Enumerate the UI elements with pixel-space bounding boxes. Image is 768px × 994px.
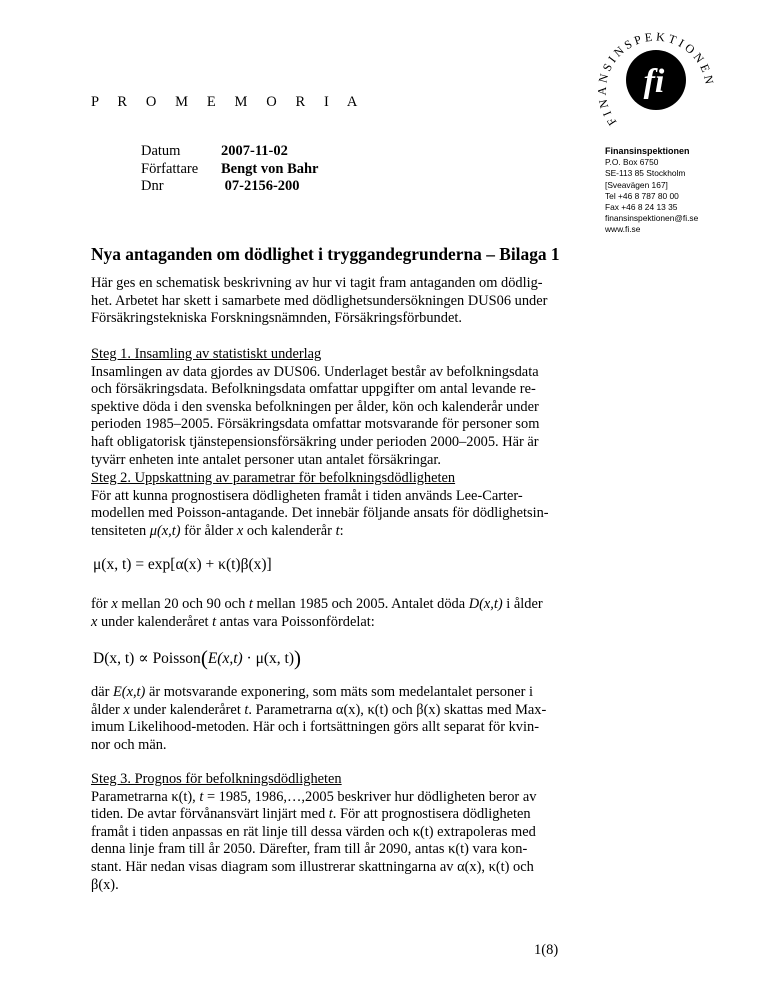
e-xt: E(x,t) xyxy=(112,684,146,700)
text-line: Försäkringstekniska Forskningsnämnden, Försäkringsförbundet. xyxy=(91,310,462,327)
meta-value: 2007-11-02 xyxy=(221,143,288,159)
organization-contact xyxy=(605,146,698,236)
text-line: framåt i tiden anpassas en rät linje till dessa värden och κ(t) extrapoleras med xyxy=(91,823,536,840)
text-line: stant. Här nedan visas diagram som illustrerar skattningarna av α(x), κ(t) och xyxy=(91,858,534,875)
text-line: Parametrarna κ(t), t = 1985, 1986,…,2005 beskriver hur dödligheten beror av xyxy=(91,788,537,805)
document-title: Nya antaganden om dödlighet i tryggandegrunderna – Bilaga 1 xyxy=(91,244,560,264)
text-line: För att kunna prognostisera dödligheten framåt i tiden används Lee-Carter- xyxy=(91,487,523,504)
step2-paragraph-2 xyxy=(91,596,591,631)
document-type: P R O M E M O R I A xyxy=(91,94,365,110)
text-line: haft obligatorisk tjänstepensionsförsäkring under perioden 2000–2005. Här är xyxy=(91,433,539,450)
org-line: SE-113 85 Stockholm xyxy=(605,168,686,179)
text-line: denna linje fram till år 2050. Därefter, fram till år 2090, antas κ(t) vara kon- xyxy=(91,841,528,858)
formula-mortality-intensity: μ(x, t) = exp[α(x) + κ(t)β(x)] xyxy=(93,556,272,573)
text-line: nor och män. xyxy=(91,736,167,753)
meta-row-date xyxy=(141,143,319,161)
text-line: där E(x,t) är motsvarande exponering, som mäts som medelantalet personer i xyxy=(91,684,533,700)
text-line: imum Likelihood-metoden. Här och i fortsättningen görs allt separat för kvin- xyxy=(91,719,539,736)
org-name: Finansinspektionen xyxy=(605,146,690,156)
step1-section xyxy=(91,346,591,469)
text-line: het. Arbetet har skett i samarbete med dödlighetsundersökningen DUS06 under xyxy=(91,292,548,309)
meta-value: Bengt von Bahr xyxy=(221,160,319,177)
org-line: www.fi.se xyxy=(605,224,641,235)
text-line: tensiteten μ(x,t) för ålder x och kalenderår t: xyxy=(91,522,344,539)
intro-paragraph xyxy=(91,275,591,328)
logo-ring-text: FINANSINSPEKTIONEN xyxy=(594,29,718,129)
text-line: ålder x under kalenderåret t. Parametrarna α(x), κ(t) och β(x) skattas med Max- xyxy=(91,701,547,718)
meta-row-author xyxy=(141,161,319,179)
meta-label: Datum xyxy=(141,143,181,159)
d-xt: D(x,t) xyxy=(468,596,503,612)
text-line: perioden 1985–2005. Försäkringsdata omfattar motsvarande för personer som xyxy=(91,416,540,433)
page-number: 1(8) xyxy=(534,942,559,958)
step3-section xyxy=(91,771,591,894)
text-line: Insamlingen av data gjordes av DUS06. Underlaget består av befolkningsdata xyxy=(91,363,539,380)
text-line: modellen med Poisson-antagande. Det innebär följande ansats för dödlighetsin- xyxy=(91,505,549,522)
org-line: Tel +46 8 787 80 00 xyxy=(605,190,679,201)
text-line: för x mellan 20 och 90 och t mellan 1985 och 2005. Antalet döda D(x,t) i ålder xyxy=(91,596,543,612)
text-line: Här ges en schematisk beskrivning av hur vi tagit fram antaganden om dödlig- xyxy=(91,275,543,291)
mu-xt: μ(x,t) xyxy=(149,522,181,539)
step1-heading: Steg 1. Insamling av statistiskt underlag xyxy=(91,346,322,362)
step2-paragraph-3 xyxy=(91,684,591,754)
org-line: Fax +46 8 24 13 35 xyxy=(605,202,678,213)
text-line: och försäkringsdata. Befolkningsdata omfattar uppgifter om antal levande re- xyxy=(91,381,536,398)
org-line: finansinspektionen@fi.se xyxy=(605,213,699,224)
meta-label: Dnr xyxy=(141,178,164,194)
meta-label: Författare xyxy=(141,160,199,177)
org-line: [Sveavägen 167] xyxy=(605,179,668,190)
step3-heading: Steg 3. Prognos för befolkningsdödligheten xyxy=(91,771,342,787)
step2-heading: Steg 2. Uppskattning av parametrar för befolkningsdödligheten xyxy=(91,470,456,486)
step2-section xyxy=(91,470,591,540)
text-line: tyvärr enheten inte antalet personer utan antalet försäkringar. xyxy=(91,451,442,468)
formula-poisson: D(x, t) ∝ Poisson(E(x,t) · μ(x, t)) xyxy=(93,646,302,670)
document-meta xyxy=(141,143,319,196)
meta-row-dnr xyxy=(141,178,319,196)
text-line: tiden. De avtar förvånansvärt linjärt med t. För att prognostisera dödligheten xyxy=(91,806,531,823)
meta-value: 07-2156-200 xyxy=(221,178,300,194)
text-line: x under kalenderåret t antas vara Poissonfördelat: xyxy=(91,613,375,630)
text-line: spektive döda i den svenska befolkningen per ålder, kön och kalenderår under xyxy=(91,398,539,415)
finansinspektionen-logo xyxy=(590,14,722,146)
text-line: β(x). xyxy=(91,876,119,893)
org-line: P.O. Box 6750 xyxy=(605,157,659,168)
logo-mark: fi xyxy=(643,63,665,100)
